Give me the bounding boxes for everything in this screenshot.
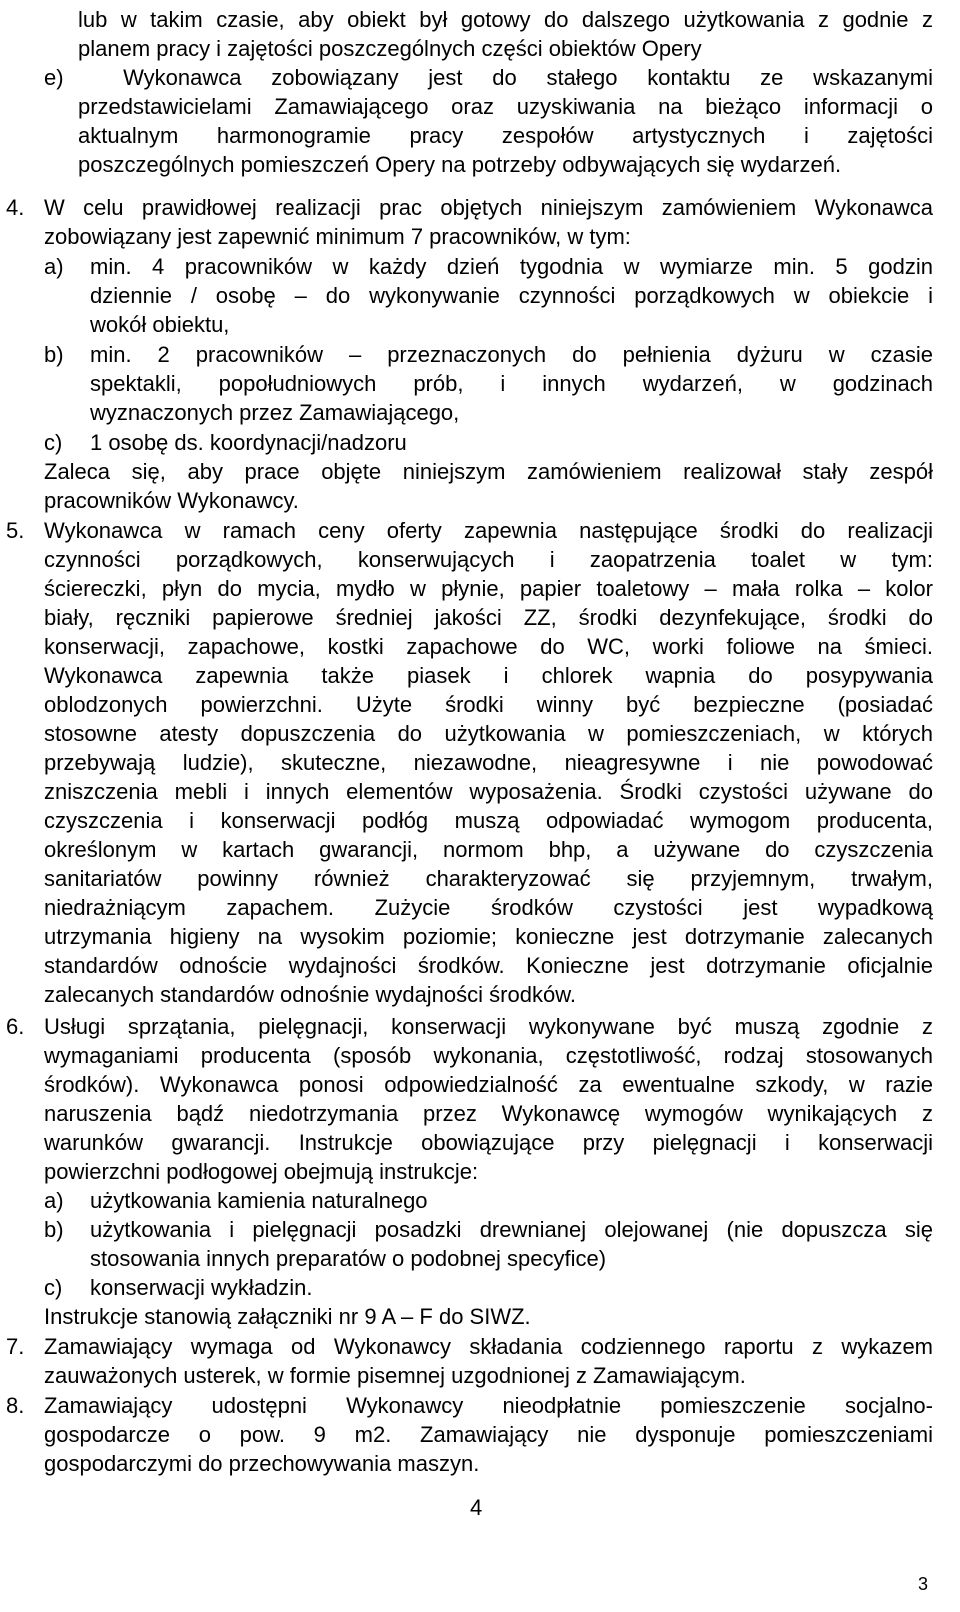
text-line: niedrażniącym zapachem. Zużycie środków czystości jest wypadkową xyxy=(44,895,933,920)
text-line: aktualnym harmonogramie pracy zespołów artystycznych i zajętości xyxy=(78,123,933,148)
text-line: naruszenia bądź niedotrzymania przez Wykonawcę wymogów wynikających z xyxy=(44,1101,933,1126)
text-line: ściereczki, płyn do mycia, mydło w płynie, papier toaletowy – mała rolka – kolor xyxy=(44,576,933,601)
text-line: konserwacji wykładzin. xyxy=(90,1275,313,1300)
text-line: a) xyxy=(44,254,64,279)
text-line: wokół obiektu, xyxy=(90,312,230,337)
text-line: konserwacji, zapachowe, kostki zapachowe do WC, worki foliowe na śmieci. xyxy=(44,634,933,659)
text-line: wyznaczonych przez Zamawiającego, xyxy=(90,400,460,425)
text-line: dziennie / osobę – do wykonywanie czynności porządkowych w obiekcie i xyxy=(90,283,933,308)
text-line: użytkowania i pielęgnacji posadzki drewnianej olejowanej (nie dopuszcza się xyxy=(90,1217,933,1242)
text-line: zniszczenia mebli i innych elementów wyposażenia. Środki czystości używane do xyxy=(44,779,933,804)
text-line: Usługi sprzątania, pielęgnacji, konserwacji wykonywane być muszą zgodnie z xyxy=(44,1014,933,1039)
text-line: 4. xyxy=(6,195,25,220)
text-line: 1 osobę ds. koordynacji/nadzoru xyxy=(90,430,407,455)
text-line: użytkowania kamienia naturalnego xyxy=(90,1188,428,1213)
text-line: 6. xyxy=(6,1014,25,1039)
text-line: czynności porządkowych, konserwujących i zaopatrzenia toalet w tym: xyxy=(44,547,933,572)
text-line: Instrukcje stanowią załączniki nr 9 A – F do SIWZ. xyxy=(44,1304,531,1329)
text-line: przebywają ludzie), skuteczne, niezawodne, nieagresywne i nie powodować xyxy=(44,750,933,775)
text-line: a) xyxy=(44,1188,64,1213)
text-line: pracowników Wykonawcy. xyxy=(44,488,299,513)
text-line: Zamawiający wymaga od Wykonawcy składania codziennego raportu z wykazem xyxy=(44,1334,933,1359)
text-line: warunków gwarancji. Instrukcje obowiązujące przy pielęgnacji i konserwacji xyxy=(44,1130,933,1155)
text-line: zobowiązany jest zapewnić minimum 7 pracowników, w tym: xyxy=(44,224,631,249)
text-line: Wykonawca w ramach ceny oferty zapewnia następujące środki do realizacji xyxy=(44,518,933,543)
text-line: min. 4 pracowników w każdy dzień tygodnia w wymiarze min. 5 godzin xyxy=(90,254,933,279)
text-line: poszczególnych pomieszczeń Opery na potrzeby odbywających się wydarzeń. xyxy=(78,152,842,177)
text-line: e) Wykonawca zobowiązany jest do stałego kontaktu ze wskazanymi xyxy=(44,65,933,90)
page-number: 4 xyxy=(470,1495,483,1520)
text-line: spektakli, popołudniowych prób, i innych wydarzeń, w godzinach xyxy=(90,371,933,396)
text-line: biały, ręczniki papierowe średniej jakości ZZ, środki dezynfekujące, środki do xyxy=(44,605,933,630)
text-line: min. 2 pracowników – przeznaczonych do pełnienia dyżuru w czasie xyxy=(90,342,933,367)
text-line: 8. xyxy=(6,1393,25,1418)
text-line: Wykonawca zapewnia także piasek i chlorek wapnia do posypywania xyxy=(44,663,933,688)
text-line: określonym w kartach gwarancji, normom bhp, a używane do czyszczenia xyxy=(44,837,933,862)
text-line: gospodarczymi do przechowywania maszyn. xyxy=(44,1451,480,1476)
text-line: przedstawicielami Zamawiającego oraz uzyskiwania na bieżąco informacji o xyxy=(78,94,933,119)
text-line: utrzymania higieny na wysokim poziomie; konieczne jest dotrzymanie zalecanych xyxy=(44,924,933,949)
text-line: c) xyxy=(44,1275,63,1300)
text-line: standardów odnoście wydajności środków. Konieczne jest dotrzymanie oficjalnie xyxy=(44,953,933,978)
text-line: czyszczenia i konserwacji podłóg muszą odpowiadać wymogom producenta, xyxy=(44,808,933,833)
text-line: powierzchni podłogowej obejmują instrukcje: xyxy=(44,1159,479,1184)
text-line: 5. xyxy=(6,518,25,543)
text-line: c) xyxy=(44,430,63,455)
text-line: wymaganiami producenta (sposób wykonania, częstotliwość, rodzaj stosowanych xyxy=(44,1043,933,1068)
text-line: planem pracy i zajętości poszczególnych części obiektów Opery xyxy=(78,36,702,61)
text-line: zalecanych standardów odnośnie wydajności środków. xyxy=(44,982,576,1007)
text-line: b) xyxy=(44,342,64,367)
text-line: gospodarcze o pow. 9 m2. Zamawiający nie dysponuje pomieszczeniami xyxy=(44,1422,933,1447)
text-line: zauważonych usterek, w formie pisemnej uzgodnionej z Zamawiającym. xyxy=(44,1363,746,1388)
text-line: sanitariatów powinny również charakteryzować się przyjemnym, trwałym, xyxy=(44,866,933,891)
sheet-number: 3 xyxy=(918,1574,929,1594)
text-line: 7. xyxy=(6,1334,25,1359)
text-line: b) xyxy=(44,1217,64,1242)
text-line: środków). Wykonawca ponosi odpowiedzialność za ewentualne szkody, w razie xyxy=(44,1072,933,1097)
text-line: stosowania innych preparatów o podobnej specyfice) xyxy=(90,1246,607,1271)
text-line: lub w takim czasie, aby obiekt był gotowy do dalszego użytkowania z godnie z xyxy=(78,7,933,32)
text-line: oblodzonych powierzchni. Użyte środki winny być bezpieczne (posiadać xyxy=(44,692,933,717)
text-line: Zaleca się, aby prace objęte niniejszym zamówieniem realizował stały zespół xyxy=(44,459,933,484)
text-line: stosowne atesty dopuszczenia do użytkowania w pomieszczeniach, w których xyxy=(44,721,933,746)
text-line: W celu prawidłowej realizacji prac objętych niniejszym zamówieniem Wykonawca xyxy=(44,195,933,220)
text-line: Zamawiający udostępni Wykonawcy nieodpłatnie pomieszczenie socjalno- xyxy=(44,1393,933,1418)
